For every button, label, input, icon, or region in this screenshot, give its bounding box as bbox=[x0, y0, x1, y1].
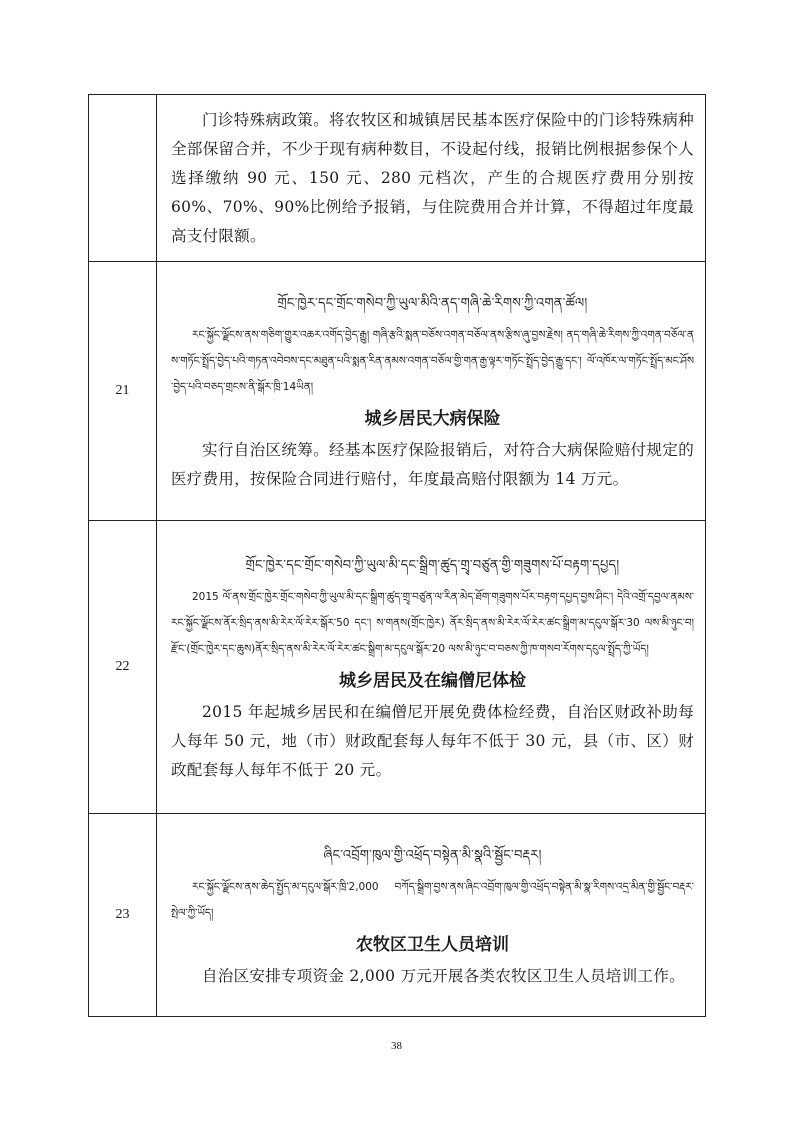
row-content-cell bbox=[157, 95, 706, 262]
chinese-body: 2015 年起城乡居民和在编僧尼开展免费体检经费，自治区财政补助每人每年 50 元，地（市）财政配套每人每年不低于 30 元，县（市、区）财政配套每人每年不低于 20 元。 bbox=[171, 702, 694, 779]
tibetan-title: གྲོང་ཁྱེར་དང་གྲོང་གསེབ་ཀྱི་ཡུལ་མིའི་ནད་གཞི་ཆེ་རིགས་ཀྱི་འགན་ཚོལ། bbox=[277, 296, 588, 311]
table-row bbox=[89, 814, 706, 1017]
table-row-continuation bbox=[89, 95, 706, 262]
row-number-cell bbox=[89, 95, 157, 262]
chinese-body: 实行自治区统筹。经基本医疗保险报销后，对符合大病保险赔付规定的医疗费用，按保险合同进行赔付，年度最高赔付限额为 14 万元。 bbox=[171, 441, 694, 488]
tibetan-body: 2015 ལོ་ནས་གྲོང་ཁྱེར་གྲོང་གསེབ་ཀྱི་ཡུལ་མི་དང་སྒྲིག་ཚུད་གྲྭ་བཙུན་ལ་རིན་མེད་ཐོག་གཟུགས་པོར་བརྟག་དཔྱད་བྱས་ཤིང་། དེའི་འགྲོ་དབྱལ་ནམས་རང་སྐྱོང་ལྗོངས་ནོར་སྲིད་ནས་མི་རེར་ལོ་རེར་སྒོར་50 དང་། ས་གནས(གྲོང་ཁྱེར) ནོར་སྲིད་ནས་མི་རེར་ལོ་རེར་ཚང་སྒྲིག་མ་དངུལ་སྒོར་30 ལས་མི་ཉུང་བ། རྫོང་(གྲོང་ཁྱེར་དང་ཆུས)ནོར་སྲིད་ནས་མི་རེར་ལོ་རེར་ཚང་སྒྲིག་མ་དངུལ་སྒོར་20 ལས་མི་ཉུང་བ་བཅས་ཀྱི་ཁ་གསབ་རོགས་དངུལ་སྤྲོད་ཀྱི་ཡོད། bbox=[171, 590, 694, 655]
row-content-cell bbox=[157, 262, 706, 521]
row-number: 22 bbox=[89, 521, 157, 814]
page-number: 38 bbox=[391, 1040, 402, 1052]
tibetan-body: རང་སྐྱོང་ལྗོངས་ནས་ཆེད་སྤྱོད་མ་དངུལ་སྒོར་ཁྲི་2,000 བཀོད་སྒྲིག་བྱས་ནས་ཞིང་འབྲོག་ཁུལ་གྱི་འཕྲོད་བསྟེན་མི་སྣ་རིགས་འདྲ་མིན་གྱི་སྦྱོང་བརྡར་སྤེལ་ཀྱི་ཡོད། bbox=[171, 880, 694, 919]
policy-table bbox=[88, 94, 706, 1017]
table-row bbox=[89, 521, 706, 814]
tibetan-title: ཞིང་འབྲོག་ཁུལ་གྱི་འཕྲོད་བསྟེན་མི་སྣའི་སྦྱོང་བརྡར། bbox=[323, 847, 542, 863]
row-content-cell bbox=[157, 521, 706, 814]
row-number: 21 bbox=[89, 262, 157, 521]
row-content-cell bbox=[157, 814, 706, 1017]
chinese-body: 自治区安排专项资金 2,000 万元开展各类农牧区卫生人员培训工作。 bbox=[202, 966, 685, 985]
chinese-title: 城乡居民及在编僧尼体检 bbox=[339, 670, 526, 691]
tibetan-title: གྲོང་ཁྱེར་དང་གྲོང་གསེབ་ཀྱི་ཡུལ་མི་དང་སྒྲིག་ཚུད་གྲྭ་བཙུན་གྱི་གཟུགས་པོ་བརྟག་དཔྱད། bbox=[245, 557, 620, 573]
table-row bbox=[89, 262, 706, 521]
chinese-title: 城乡居民大病保险 bbox=[364, 409, 501, 429]
chinese-title: 农牧区卫生人员培训 bbox=[356, 934, 509, 955]
row-number: 23 bbox=[89, 814, 157, 1017]
continuation-text: 门诊特殊病政策。将农牧区和城镇居民基本医疗保险中的门诊特殊病种全部保留合并，不少于现有病种数目，不设起付线，报销比例根据参保个人选择缴纳 90 元、150 元、280 元档次，产生的合规医疗费用分别按 60%、70%、90%比例给予报销，与住院费用合并计算，不得超过年度最高支付限额。 bbox=[171, 110, 694, 245]
tibetan-body: རང་སྐྱོང་ལྗོངས་ནས་གཅིག་གྱུར་འཆར་འགོད་བྱེད་རྒྱུ། གཞི་རྩའི་སྨན་བཅོས་འགན་བཅོལ་ནས་རྩིས་ཞུ་བྱས་རྗེས། ནད་གཞི་ཆེ་རིགས་ཀྱི་འགན་བཅོལ་ནས་གཏོང་སྤྲོད་བྱེད་པའི་གཏན་འབེབས་དང་མཐུན་པའི་སྨན་རིན་ནམས་འགན་བཅོལ་གྱི་གན་རྒྱ་ལྟར་གཏོང་སྤྲོད་བྱེད་རྒྱུ་དང་། ལོ་འཁོར་ལ་གཏོང་སྤྲོད་མང་ཤོས་བྱེད་པའི་བཅད་གྲངས་ནི་སྒོར་ཁྲི་14ཡིན། bbox=[171, 329, 694, 393]
